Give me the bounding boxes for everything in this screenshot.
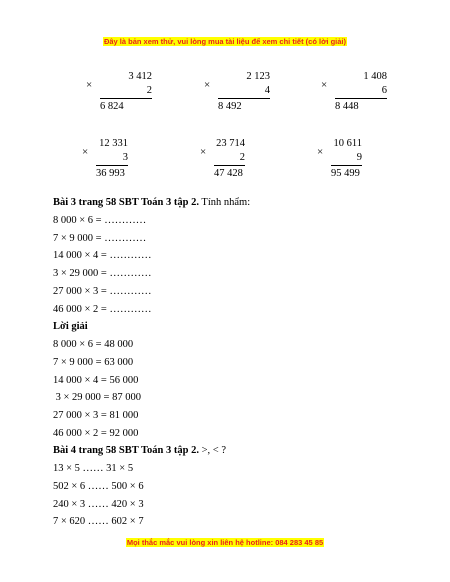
- solution-item: 14 000 × 4 = 56 000: [53, 375, 139, 386]
- multiplier: 2: [100, 84, 152, 99]
- exercise-4-title: Bài 4 trang 58 SBT Toán 3 tập 2.: [53, 445, 199, 456]
- multiplier: 4: [218, 84, 270, 99]
- times-sign: ×: [200, 146, 207, 158]
- exercise-4-heading: [53, 445, 226, 457]
- multiplication-3: [321, 70, 387, 114]
- multiplication-6: [317, 137, 362, 181]
- hotline-banner: [0, 538, 450, 547]
- exercise-4-item: 7 × 620 …… 602 × 7: [53, 516, 144, 527]
- multiplication-5: [200, 137, 245, 181]
- times-sign: ×: [82, 146, 89, 158]
- multiplication-1: [86, 70, 152, 114]
- exercise-3-item: 7 × 9 000 = …………: [53, 233, 147, 244]
- exercise-4-instruction: >, < ?: [198, 445, 226, 456]
- multiplier: 2: [214, 151, 245, 166]
- preview-notice-banner: [0, 37, 450, 46]
- solution-item: 7 × 9 000 = 63 000: [53, 357, 134, 368]
- product: 8 492: [218, 101, 242, 112]
- product: 8 448: [335, 101, 359, 112]
- multiplicand: 3 412: [128, 71, 152, 82]
- multiplicand: 1 408: [363, 71, 387, 82]
- times-sign: ×: [86, 79, 93, 91]
- solution-item: 8 000 × 6 = 48 000: [53, 339, 134, 350]
- exercise-3-instruction: Tính nhẩm:: [198, 197, 251, 208]
- product: 95 499: [331, 168, 360, 179]
- multiplication-2: [204, 70, 270, 114]
- solution-item: 3 × 29 000 = 87 000: [53, 392, 141, 403]
- exercise-4-item: 502 × 6 …… 500 × 6: [53, 481, 144, 492]
- solution-item: 46 000 × 2 = 92 000: [53, 428, 139, 439]
- multiplicand: 23 714: [216, 138, 245, 149]
- multiplier: 3: [96, 151, 128, 166]
- multiplicand: 12 331: [99, 138, 128, 149]
- solution-item: 27 000 × 3 = 81 000: [53, 410, 139, 421]
- solution-heading: Lời giải: [53, 321, 88, 332]
- multiplier: 9: [331, 151, 362, 166]
- exercise-3-item: 46 000 × 2 = …………: [53, 304, 152, 315]
- exercise-3-heading: [53, 197, 250, 209]
- product: 6 824: [100, 101, 124, 112]
- exercise-4-item: 240 × 3 …… 420 × 3: [53, 499, 144, 510]
- multiplicand: 10 611: [333, 138, 362, 149]
- hotline-text: Mọi thắc mắc vui lòng xin liên hệ hotline: 084 283 45 85: [126, 538, 324, 547]
- exercise-3-item: 8 000 × 6 = …………: [53, 215, 147, 226]
- times-sign: ×: [321, 79, 328, 91]
- preview-notice-text: Đây là bản xem thử, vui lòng mua tài liệu để xem chi tiết (có lời giải): [103, 37, 347, 46]
- exercise-3-item: 27 000 × 3 = …………: [53, 286, 152, 297]
- product: 47 428: [214, 168, 243, 179]
- product: 36 993: [96, 168, 125, 179]
- multiplication-4: [82, 137, 128, 181]
- exercise-3-item: 14 000 × 4 = …………: [53, 250, 152, 261]
- times-sign: ×: [204, 79, 211, 91]
- exercise-4-item: 13 × 5 …… 31 × 5: [53, 463, 134, 474]
- exercise-3-item: 3 × 29 000 = …………: [53, 268, 152, 279]
- multiplicand: 2 123: [246, 71, 270, 82]
- multiplier: 6: [335, 84, 387, 99]
- exercise-3-title: Bài 3 trang 58 SBT Toán 3 tập 2.: [53, 197, 199, 208]
- times-sign: ×: [317, 146, 324, 158]
